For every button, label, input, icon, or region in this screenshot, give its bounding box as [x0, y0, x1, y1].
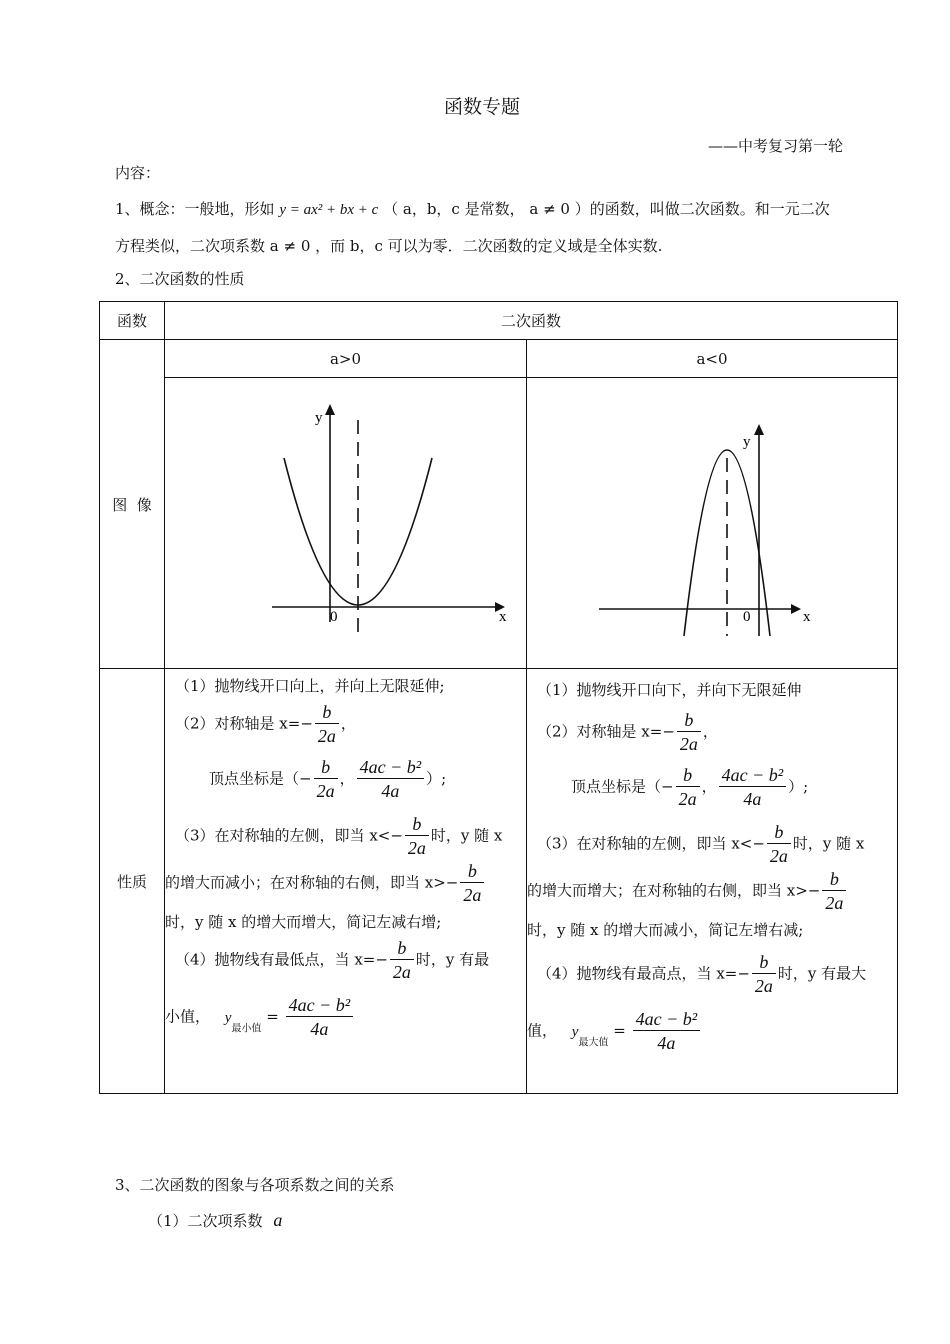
- header-function: 函数: [116, 312, 147, 330]
- page-subtitle: ——中考复习第一轮: [708, 137, 844, 155]
- frac-b-2a: $\frac{b}{2a}$: [405, 813, 429, 860]
- header-function-cell: [100, 302, 165, 340]
- neg-prop-4: （4）抛物线有最高点，当 x=− $\frac{b}{2a}$ 时，y 有最大: [537, 952, 867, 996]
- row-props-label: 性质: [116, 872, 147, 891]
- section-3-heading: 3、二次函数的图象与各项系数之间的关系: [115, 1176, 395, 1194]
- concept-line-2: 方程类似，二次项系数 a ≠ 0 ，而 b，c 可以为零．二次函数的定义域是全体实数.: [115, 237, 663, 255]
- parabola-down: [684, 450, 770, 636]
- frac-b-2a: $\frac{b}{2a}$: [315, 701, 339, 748]
- concept-mid: （ a，b，c 是常数， a ≠ 0 ）的函数，叫做二次函数。和一元二次: [383, 200, 830, 218]
- neg-prop-2: （2）对称轴是 x=− $\frac{b}{2a}$ ，: [537, 710, 718, 754]
- props-positive-cell: [165, 669, 527, 1094]
- frac-b-2a: $\frac{b}{2a}$: [314, 756, 338, 803]
- section-2-heading: 2、二次函数的性质: [115, 270, 245, 288]
- props-negative-cell: [527, 669, 898, 1094]
- frac-vertex-y: $\frac{\text{4ac − b²}}{4a}$: [719, 764, 787, 811]
- content-label: 内容：: [115, 164, 161, 182]
- origin-label: 0: [330, 609, 338, 625]
- y-axis-arrow: [754, 424, 764, 435]
- frac-b-2a: $\frac{b}{2a}$: [822, 868, 846, 915]
- concept-formula: y = ax² + bx + c: [279, 202, 379, 218]
- pos-prop-3: （3）在对称轴的左侧，即当 x<− $\frac{b}{2a}$ 时，y 随 x: [175, 814, 503, 858]
- pos-prop-1: （1）抛物线开口向上，并向上无限延伸;: [175, 677, 445, 695]
- neg-prop-4b: 值， $y_{最大值}$ = $\frac{\text{4ac − b²}}{4a}$: [527, 1008, 891, 1059]
- case-positive: a>0: [329, 349, 362, 368]
- properties-table: [99, 301, 898, 1094]
- y-axis-arrow: [325, 404, 335, 415]
- case-negative: a<0: [696, 349, 728, 368]
- graph-upward-parabola: [165, 378, 526, 664]
- pos-prop-vertex: 顶点坐标是（− $\frac{b}{2a}$ ， $\frac{\text{4ac − b²}}{4a}$ ）;: [209, 757, 447, 801]
- pos-prop-3c: 时，y 随 x 的增大而增大，简记左减右增;: [165, 913, 442, 931]
- neg-prop-3: （3）在对称轴的左侧，即当 x<− $\frac{b}{2a}$ 时，y 随 x: [537, 822, 865, 866]
- row-graph-label: 图 像: [112, 495, 152, 514]
- row-props-label-cell: [100, 669, 165, 1094]
- graph-downward-parabola: [527, 378, 897, 664]
- frac-b-2a: $\frac{b}{2a}$: [767, 821, 791, 868]
- frac-b-2a: $\frac{b}{2a}$: [390, 937, 414, 984]
- neg-prop-3b: 的增大而增大；在对称轴的右侧，即当 x>− $\frac{b}{2a}$: [527, 868, 891, 915]
- pos-prop-3b: 的增大而减小；在对称轴的右侧，即当 x>− $\frac{b}{2a}$: [165, 860, 520, 907]
- case-negative-cell: [527, 340, 898, 378]
- frac-b-2a: $\frac{b}{2a}$: [677, 709, 701, 756]
- origin-label: 0: [743, 609, 751, 625]
- header-quadratic: 二次函数: [500, 312, 561, 330]
- frac-vertex-y: $\frac{\text{4ac − b²}}{4a}$: [357, 756, 425, 803]
- neg-prop-3c: 时，y 随 x 的增大而减小，简记左增右减;: [527, 921, 804, 939]
- row-graph-label-cell: [100, 340, 165, 669]
- pos-prop-4b: 小值， $y_{最小值}$ = $\frac{\text{4ac − b²}}{4a}$: [165, 994, 520, 1045]
- case-positive-cell: [165, 340, 527, 378]
- frac-min-value: $\frac{\text{4ac − b²}}{4a}$: [286, 994, 354, 1041]
- frac-b-2a: $\frac{b}{2a}$: [460, 860, 484, 907]
- frac-max-value: $\frac{\text{4ac − b²}}{4a}$: [633, 1008, 701, 1055]
- subsection-1: （1）二次项系数 a: [148, 1210, 283, 1230]
- frac-b-2a: $\frac{b}{2a}$: [676, 764, 700, 811]
- header-quadratic-cell: [165, 302, 898, 340]
- graph-positive-cell: [165, 378, 527, 669]
- y-label: y: [743, 434, 751, 450]
- neg-prop-1: （1）抛物线开口向下，并向下无限延伸: [537, 681, 802, 699]
- frac-b-2a: $\frac{b}{2a}$: [752, 951, 776, 998]
- x-label: x: [499, 609, 507, 625]
- page-title: 函数专题: [444, 96, 521, 118]
- neg-prop-vertex: 顶点坐标是（− $\frac{b}{2a}$ ， $\frac{\text{4ac − b²}}{4a}$ ）;: [571, 765, 809, 809]
- concept-line-1: [115, 198, 830, 219]
- concept-prefix: 1、概念：一般地，形如: [115, 200, 275, 218]
- pos-prop-4: （4）抛物线有最低点，当 x=− $\frac{b}{2a}$ 时，y 有最: [175, 938, 490, 982]
- graph-negative-cell: [527, 378, 898, 669]
- y-label: y: [315, 410, 323, 426]
- pos-prop-2: （2）对称轴是 x=− $\frac{b}{2a}$ ，: [175, 702, 356, 746]
- x-axis-arrow: [791, 604, 801, 614]
- x-label: x: [803, 609, 811, 625]
